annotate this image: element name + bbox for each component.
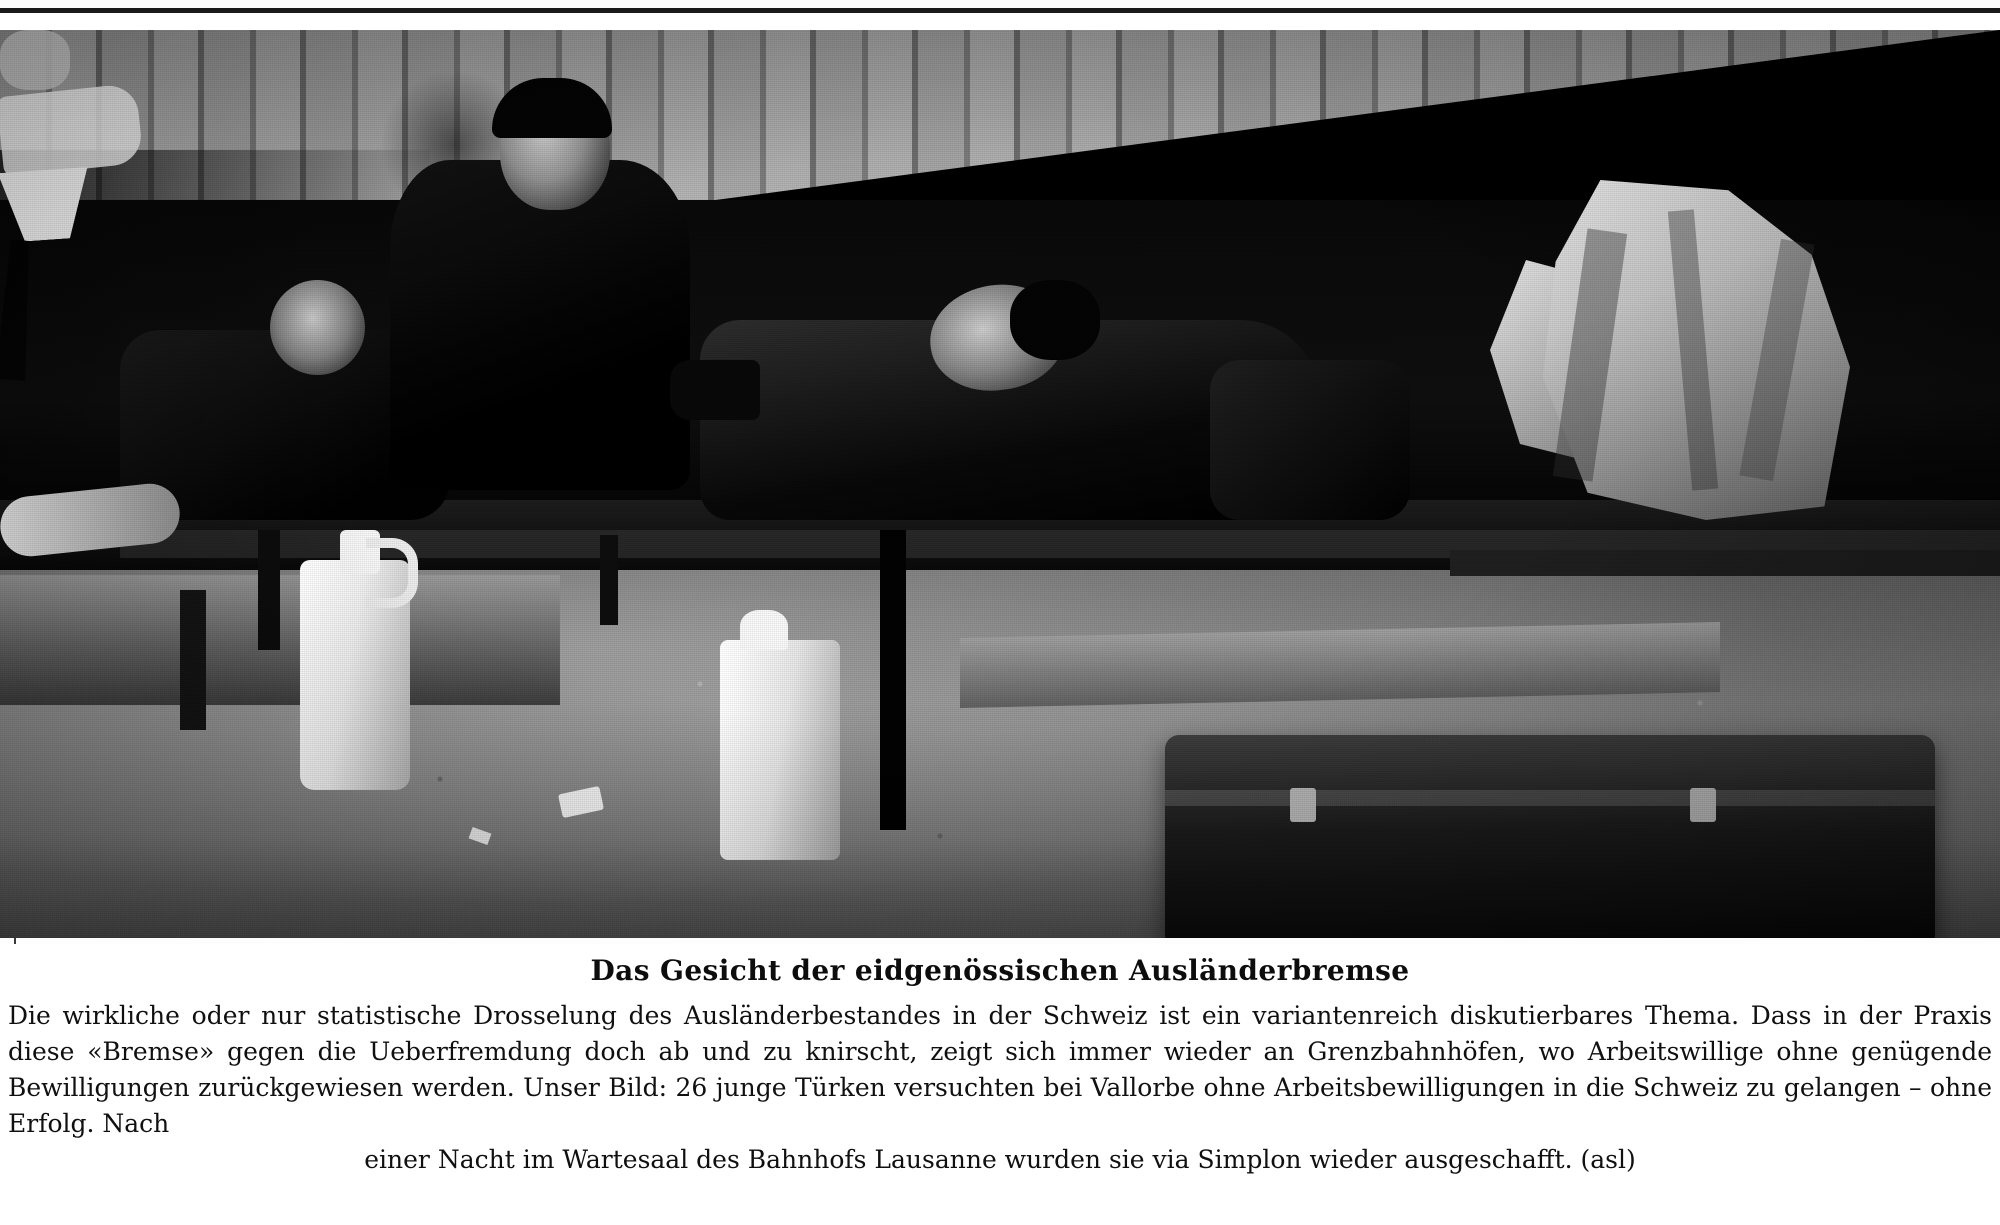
left-bench-leg	[180, 590, 206, 730]
caption-block	[0, 944, 2000, 1225]
figure-lying-shoe	[670, 360, 760, 420]
top-rule	[0, 8, 2000, 13]
figure-background-mass	[1210, 360, 1410, 520]
figure-left-hand	[0, 30, 70, 90]
bench-leg-1	[258, 530, 280, 650]
figure-left-head	[270, 280, 365, 375]
suitcase	[1165, 735, 1935, 938]
photo-figure	[0, 8, 2000, 938]
bench-leg-2	[880, 530, 906, 830]
jerry-can-middle-neck	[740, 610, 788, 650]
jerry-can-left-handle	[366, 538, 418, 608]
suitcase-band	[1165, 790, 1935, 806]
suitcase-clasp-right	[1690, 788, 1716, 822]
coat-rail	[1450, 550, 2000, 576]
press-photograph	[0, 30, 2000, 938]
figure-lying-hair	[1010, 280, 1100, 360]
bench-leg-3	[600, 535, 618, 625]
caption-paragraph: Die wirkliche oder nur statistische Drosselung des Ausländerbestandes in der Schweiz ist ein variantenreich diskutierbares Thema. Dass in der Praxis diese «Bremse» gegen die Ueberfremdung doch ab und zu knirscht, zeigt sich immer wieder an Grenzbahnhöfen, wo Arbeitswillige ohne genügende Bewilligungen zurückgewiesen werden. Unser Bild: 26 junge Türken versuchten bei Vallorbe ohne Arbeitsbewilligungen in die Schweiz zu gelangen – ohne Erfolg. Nach	[8, 1001, 1992, 1138]
left-low-bench	[0, 575, 560, 705]
suitcase-clasp-left	[1290, 788, 1316, 822]
jerry-can-middle	[720, 640, 840, 860]
caption-last-line: einer Nacht im Wartesaal des Bahnhofs Lausanne wurden sie via Simplon wieder ausgeschafft. (asl)	[364, 1145, 1636, 1174]
caption-text	[8, 998, 1992, 1178]
figure-left-sleeve	[0, 83, 144, 177]
figure-seated-body	[390, 160, 690, 490]
caption-headline: Das Gesicht der eidgenössischen Ausländerbremse	[590, 954, 1410, 987]
